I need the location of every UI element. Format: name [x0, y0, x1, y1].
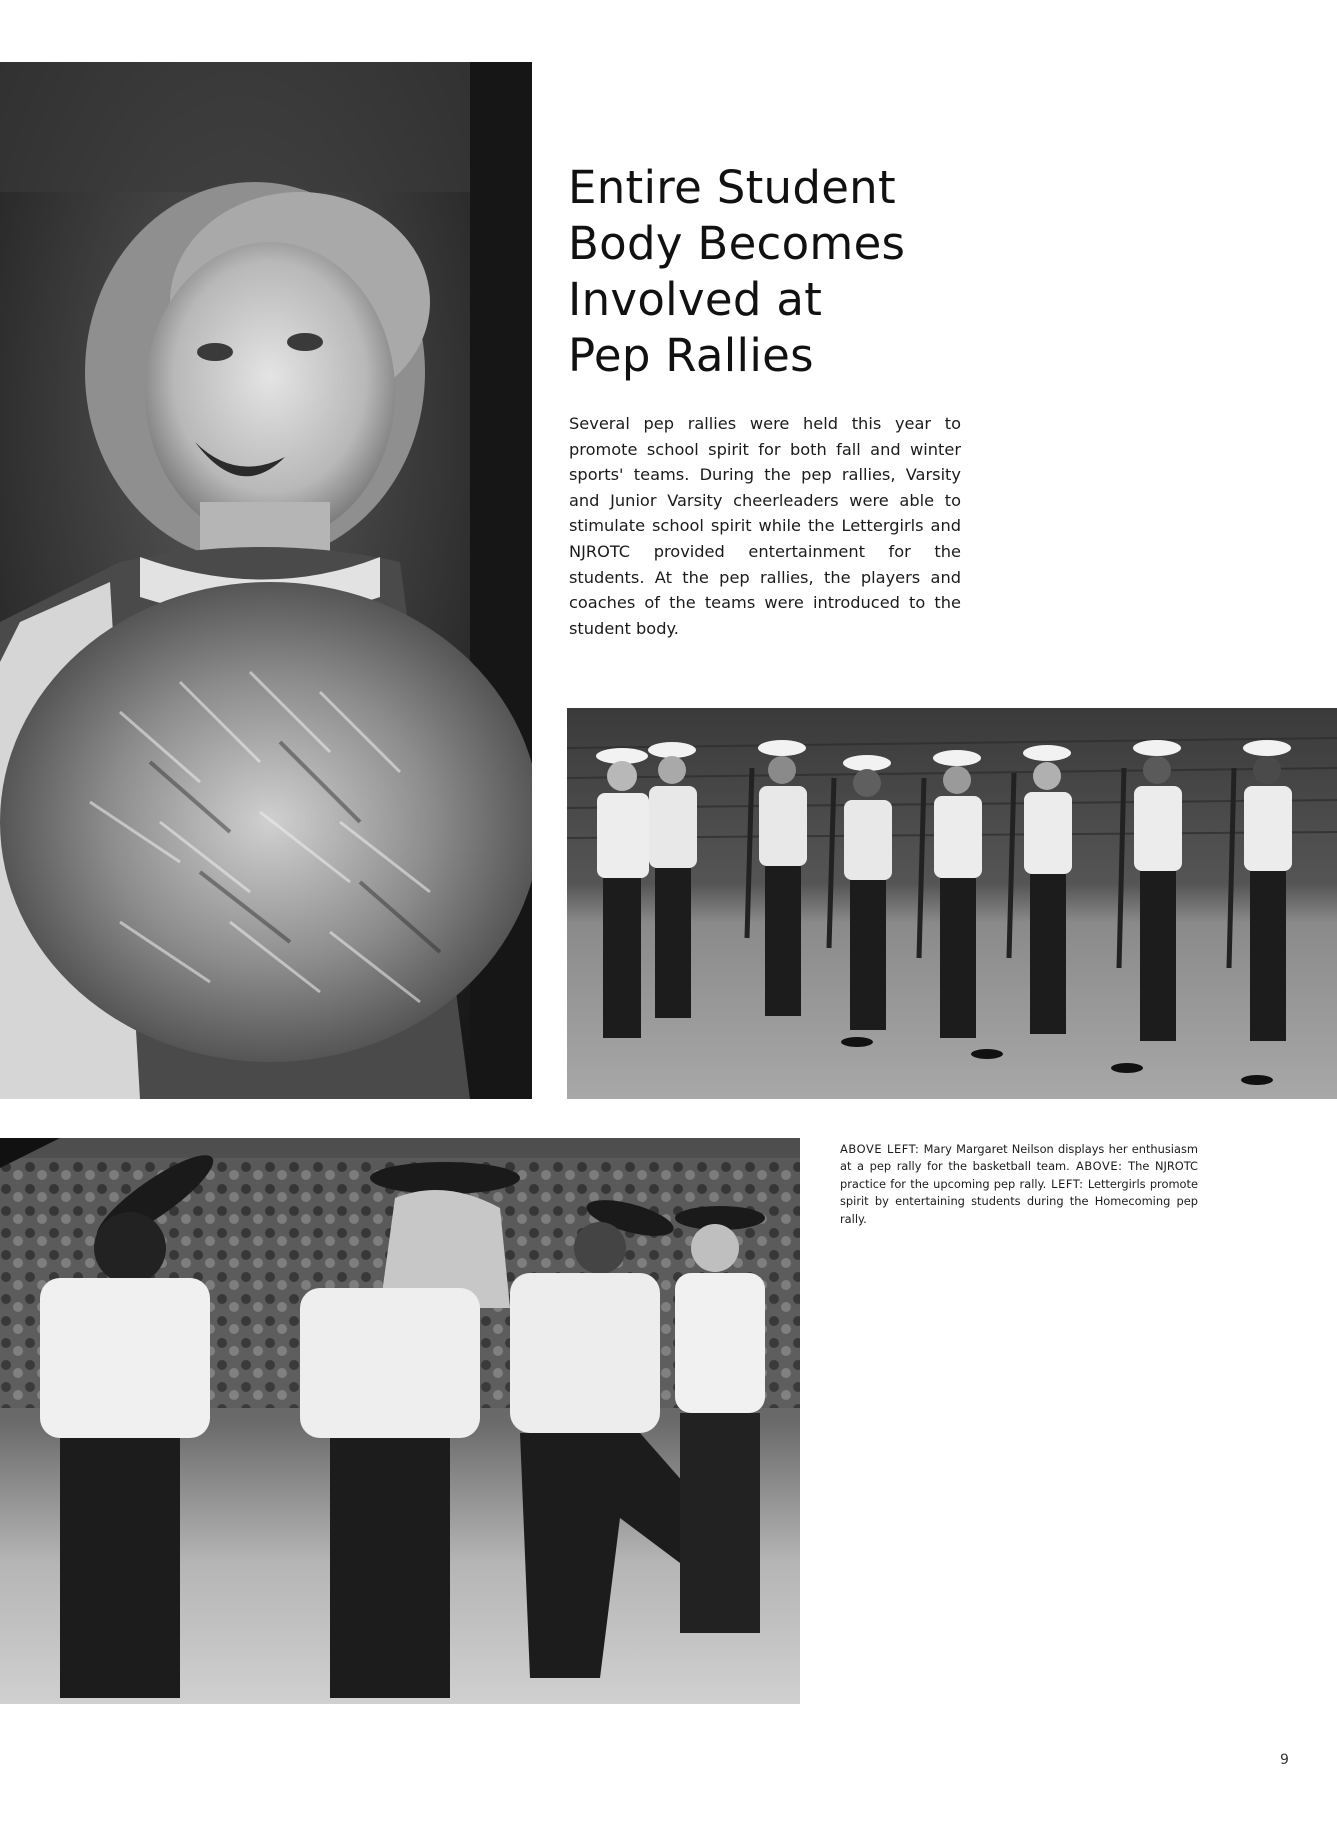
cheerleader-photo [0, 62, 532, 1099]
caption-above-left-text: Mary Margaret Neilson displays her enthusiasm at a pep rally for the basketball team. [840, 1142, 1198, 1174]
caption-above-text: The NJROTC practice for the upcoming pep rally. [840, 1159, 1198, 1191]
lettergirls-photo [0, 1138, 800, 1704]
njrotc-photo [567, 708, 1337, 1099]
lettergirls-photo-image [0, 1138, 800, 1704]
headline-line-2: Body Becomes [568, 217, 906, 270]
headline-line-4: Pep Rallies [568, 329, 814, 382]
caption-left-text: Lettergirls promote spirit by entertaining students during the Homecoming pep rally. [840, 1176, 1198, 1226]
caption-left-label: LEFT: [1046, 1176, 1084, 1191]
body-copy: Several pep rallies were held this year to promote school spirit for both fall and winter sports' teams. During the pep rallies, Varsity and Junior Varsity cheerleaders were able to stimulate school spirit while the Lettergirls and NJROTC provided entertainment for the students. At the pep rallies, the players and coaches of the teams were introduced to the student body. [569, 414, 961, 638]
headline [568, 160, 988, 384]
caption-above-label: ABOVE: [1069, 1159, 1123, 1174]
photo-caption [840, 1141, 1198, 1228]
cheerleader-photo-image [0, 62, 532, 1099]
headline-line-1: Entire Student [568, 161, 896, 214]
page-number: 9 [1280, 1752, 1289, 1768]
njrotc-photo-image [567, 708, 1337, 1099]
headline-line-3: Involved at [568, 273, 823, 326]
caption-above-left-label: ABOVE LEFT: [840, 1142, 920, 1156]
